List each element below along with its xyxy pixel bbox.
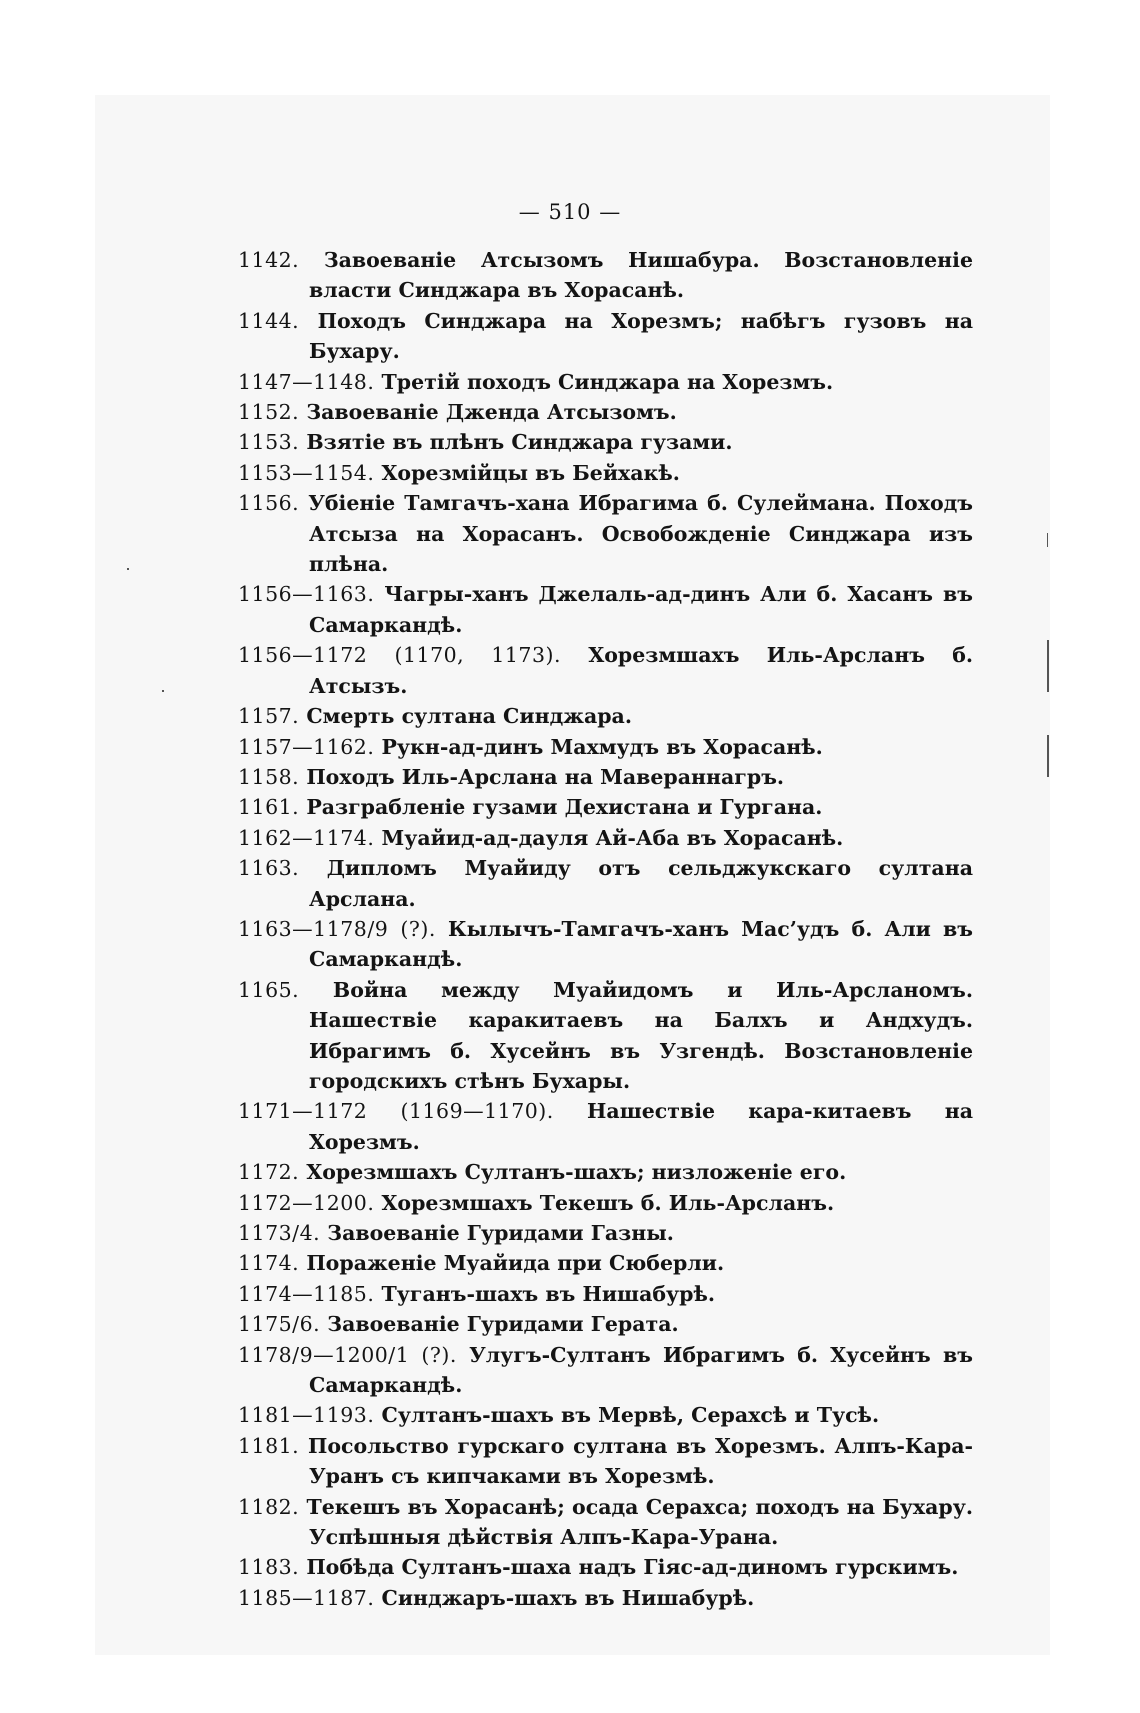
chronology-entry	[238, 975, 973, 1097]
entry-text: Кылычъ-Тамгачъ-ханъ Мас’удъ б. Али въ Самаркандѣ.	[309, 916, 974, 972]
entry-date: 1144.	[238, 308, 300, 333]
chronology-entry	[238, 1188, 973, 1218]
entry-text: Убіеніе Тамгачъ-хана Ибрагима б. Сулеймана. Походъ Атсыза на Хорасанъ. Освобожденіе Синджара изъ плѣна.	[308, 491, 973, 577]
chronology-entry	[238, 762, 973, 792]
chronology-entry	[238, 397, 973, 427]
chronology-entry	[238, 488, 973, 579]
entry-date: 1172.	[238, 1160, 300, 1185]
entry-date: 1152.	[238, 400, 300, 425]
entry-text: Текешъ въ Хорасанѣ; осада Серахса; походъ на Бухару. Успѣшныя дѣйствія Алпъ-Кара-Урана.	[306, 1494, 973, 1550]
chronology-entry	[238, 1583, 973, 1613]
chronology-entry	[238, 1431, 973, 1492]
entry-text: Пораженіе Муайида при Сюберли.	[306, 1251, 725, 1276]
entry-text: Походъ Иль-Арслана на Мавераннагръ.	[306, 764, 785, 789]
chronology-entry	[238, 1279, 973, 1309]
chronology-entry	[238, 701, 973, 731]
entry-date: 1175/6.	[238, 1312, 321, 1337]
entry-text: Хорезмшахъ Текешъ б. Иль-Арсланъ.	[381, 1190, 835, 1215]
chronology-entry	[238, 792, 973, 822]
entry-text: Дипломъ Муайиду отъ сельджукскаго султана Арслана.	[309, 856, 973, 911]
chronology-entry	[238, 1400, 973, 1430]
entry-date: 1185—1187.	[238, 1585, 375, 1610]
scan-mark	[1047, 735, 1049, 777]
entry-text: Завоеваніе Гуридами Газны.	[327, 1221, 674, 1245]
chronology-entry	[238, 1218, 973, 1248]
scan-mark	[1047, 533, 1048, 547]
entry-text: Чагры-ханъ Джелаль-ад-динъ Али б. Хасанъ въ Самаркандѣ.	[309, 582, 973, 637]
chronology-entry	[238, 1248, 973, 1278]
entry-text: Разграбленіе гузами Дехистана и Гургана.	[306, 795, 823, 820]
entry-text: Рукн-ад-динъ Махмудъ въ Хорасанѣ.	[381, 734, 823, 759]
chronology-entry	[238, 1340, 973, 1401]
entry-text: Завоеваніе Дженда Атсызомъ.	[306, 400, 677, 425]
entry-date: 1181.	[238, 1433, 300, 1458]
chronology-entry	[238, 367, 973, 397]
scan-mark	[127, 568, 129, 570]
page-number: — 510 —	[518, 200, 622, 224]
entry-date: 1182.	[238, 1494, 300, 1519]
chronology-entry	[238, 732, 973, 762]
scan-mark	[1047, 640, 1049, 692]
entry-date: 1156—1172 (1170, 1173).	[238, 643, 562, 668]
chronology-entry	[238, 823, 973, 853]
chronology-list	[238, 245, 973, 1613]
chronology-entry	[238, 1157, 973, 1187]
entry-text: Посольство гурскаго султана въ Хорезмъ. Алпъ-Кара-Уранъ съ кипчаками въ Хорезмѣ.	[308, 1433, 973, 1489]
entry-date: 1157—1162.	[238, 734, 375, 759]
entry-text: Смерть султана Синджара.	[306, 704, 632, 729]
chronology-entry	[238, 245, 973, 306]
entry-text: Завоеваніе Атсызомъ Нишабура. Возстановленіе власти Синджара въ Хорасанѣ.	[309, 248, 974, 303]
chronology-entry	[238, 306, 973, 367]
chronology-entry	[238, 1096, 973, 1157]
entry-text: Муайид-ад-дауля Ай-Аба въ Хорасанѣ.	[381, 825, 844, 850]
entry-date: 1153.	[238, 430, 300, 455]
entry-date: 1172—1200.	[238, 1190, 375, 1215]
entry-date: 1165.	[238, 977, 300, 1002]
entry-text: Синджаръ-шахъ въ Нишабурѣ.	[381, 1585, 755, 1610]
entry-date: 1153—1154.	[238, 460, 375, 485]
chronology-entry	[238, 914, 973, 975]
chronology-entry	[238, 640, 973, 701]
entry-date: 1161.	[238, 795, 300, 820]
entry-date: 1174.	[238, 1251, 300, 1276]
entry-date: 1157.	[238, 704, 300, 729]
entry-text: Султанъ-шахъ въ Мервѣ, Серахсѣ и Тусѣ.	[381, 1403, 880, 1428]
scan-mark	[162, 690, 164, 692]
entry-date: 1158.	[238, 764, 300, 789]
chronology-entry	[238, 579, 973, 640]
entry-date: 1178/9—1200/1 (?).	[238, 1342, 457, 1367]
entry-text: Хорезмшахъ Султанъ-шахъ; низложеніе его.	[306, 1160, 847, 1185]
chronology-entry	[238, 853, 973, 914]
chronology-entry	[238, 427, 973, 457]
entry-text: Нашествіе кара-китаевъ на Хорезмъ.	[309, 1099, 973, 1154]
entry-date: 1183.	[238, 1555, 300, 1580]
entry-text: Хорезмійцы въ Бейхакѣ.	[381, 460, 680, 485]
entry-text: Завоеваніе Гуридами Герата.	[327, 1312, 679, 1337]
entry-date: 1171—1172 (1169—1170).	[238, 1099, 554, 1124]
entry-date: 1181—1193.	[238, 1403, 375, 1428]
entry-date: 1163.	[238, 856, 300, 881]
entry-date: 1156—1163.	[238, 582, 375, 607]
entry-text: Война между Муайидомъ и Иль-Арсланомъ. Нашествіе каракитаевъ на Балхъ и Андхудъ. Ибрагимъ б. Хусейнъ въ Узгендѣ. Возстановленіе городскихъ стѣнъ Бухары.	[309, 977, 973, 1093]
entry-text: Третій походъ Синджара на Хорезмъ.	[381, 369, 834, 394]
entry-date: 1142.	[238, 248, 300, 272]
chronology-entry	[238, 1492, 973, 1553]
entry-text: Походъ Синджара на Хорезмъ; набѣгъ гузовъ на Бухару.	[309, 308, 973, 364]
entry-text: Взятіе въ плѣнъ Синджара гузами.	[306, 430, 733, 455]
chronology-entry	[238, 1309, 973, 1339]
entry-text: Хорезмшахъ Иль-Арсланъ б. Атсызъ.	[309, 643, 974, 698]
entry-text: Улугъ-Султанъ Ибрагимъ б. Хусейнъ въ Самаркандѣ.	[309, 1342, 973, 1398]
chronology-entry	[238, 1552, 973, 1582]
entry-date: 1163—1178/9 (?).	[238, 916, 436, 941]
entry-date: 1174—1185.	[238, 1281, 375, 1306]
entry-text: Туганъ-шахъ въ Нишабурѣ.	[381, 1281, 716, 1306]
entry-date: 1162—1174.	[238, 825, 375, 850]
chronology-entry	[238, 458, 973, 488]
entry-text: Побѣда Султанъ-шаха надъ Гіяс-ад-диномъ гурскимъ.	[306, 1555, 959, 1580]
entry-date: 1156.	[238, 491, 300, 516]
entry-date: 1147—1148.	[238, 369, 375, 394]
entry-date: 1173/4.	[238, 1221, 321, 1245]
